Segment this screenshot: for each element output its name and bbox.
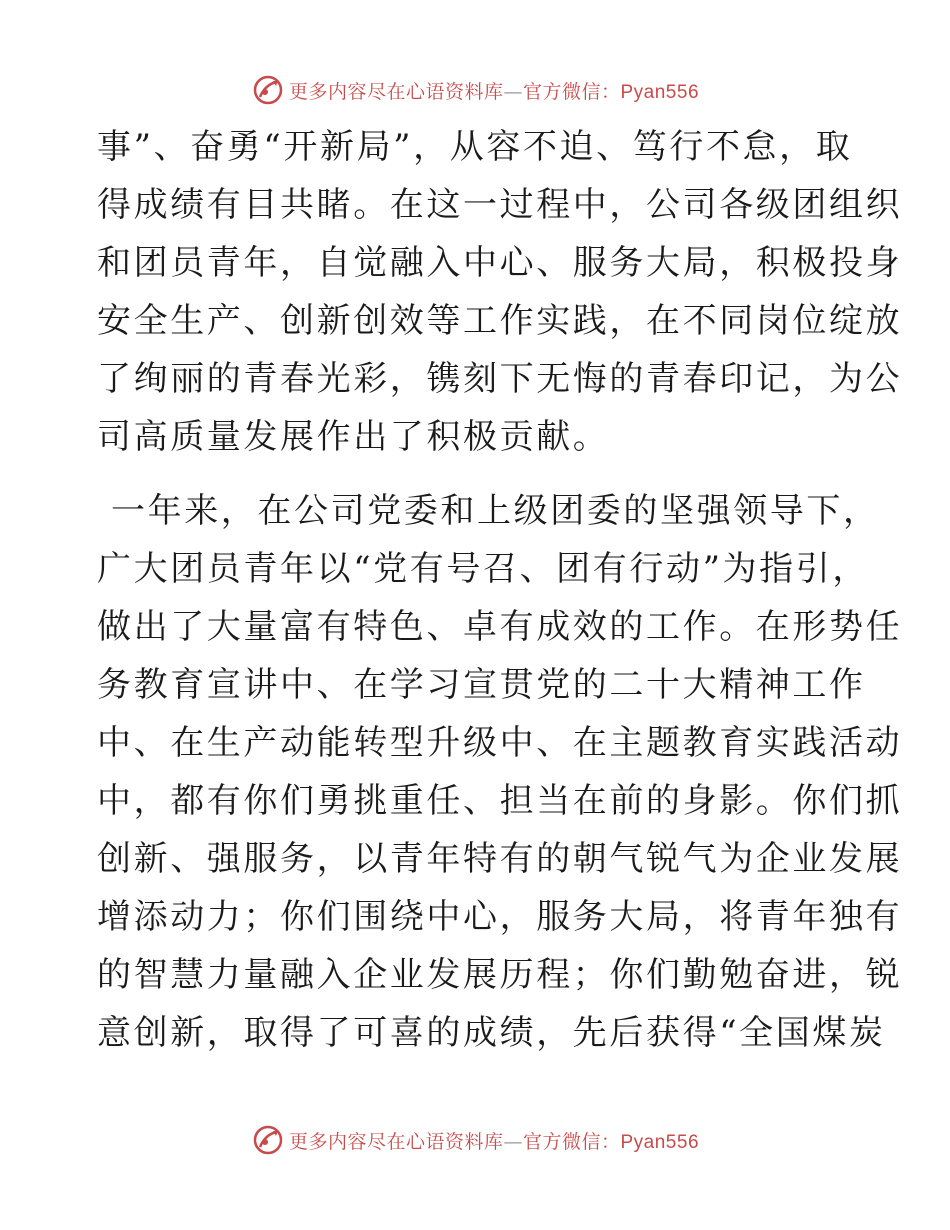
paragraph-line: 的智慧力量融入企业发展历程；你们勤勉奋进，锐 [97,955,903,995]
paragraph-line: 一年来，在公司党委和上级团委的坚强领导下， [111,491,880,531]
document-body [97,118,903,1062]
header-banner [0,70,950,110]
paragraph-line: 创新、强服务，以青年特有的朝气锐气为企业发展 [97,839,903,879]
paragraph-line: 事”、奋勇“开新局”，从容不迫、笃行不怠，取 [97,127,853,167]
paragraph-line: 中、在生产动能转型升级中、在主题教育实践活动 [97,723,903,763]
paragraph-line: 安全生产、创新创效等工作实践，在不同岗位绽放 [97,301,903,341]
header-banner-text [289,77,699,104]
header-banner-separator: — [503,80,523,103]
paragraph-gap [97,466,853,482]
footer-banner-separator: — [503,1130,523,1153]
footer-banner-wechat-label: 官方微信： [522,1130,621,1153]
paragraph-line: 做出了大量富有特色、卓有成效的工作。在形势任 [97,607,903,647]
header-banner-wechat-id: Pyan556 [620,81,700,103]
brand-logo-icon [251,1123,285,1157]
brand-logo-icon [251,73,285,107]
footer-banner [0,1120,950,1160]
footer-banner-main: 更多内容尽在心语资料库 [288,1130,504,1153]
paragraph-line: 务教育宣讲中、在学习宣贯党的二十大精神工作 [97,665,866,705]
paragraph-line: 司高质量发展作出了积极贡献。 [97,417,610,457]
paragraph-line: 和团员青年，自觉融入中心、服务大局，积极投身 [97,243,903,283]
footer-banner-text [289,1127,699,1154]
header-banner-wechat-label: 官方微信： [522,80,621,103]
paragraph-1 [97,118,903,466]
footer-banner-wechat-id: Pyan556 [620,1131,700,1153]
paragraph-line: 了绚丽的青春光彩，镌刻下无悔的青春印记，为公 [97,359,903,399]
paragraph-line: 广大团员青年以“党有号召、团有行动”为指引， [97,549,869,589]
paragraph-line: 增添动力；你们围绕中心，服务大局，将青年独有 [97,897,903,937]
paragraph-line: 得成绩有目共睹。在这一过程中，公司各级团组织 [97,185,903,225]
paragraph-2 [97,482,903,1062]
header-banner-main: 更多内容尽在心语资料库 [288,80,504,103]
paragraph-line: 意创新，取得了可喜的成绩，先后获得“全国煤炭 [97,1013,886,1053]
paragraph-line: 中，都有你们勇挑重任、担当在前的身影。你们抓 [97,781,903,821]
